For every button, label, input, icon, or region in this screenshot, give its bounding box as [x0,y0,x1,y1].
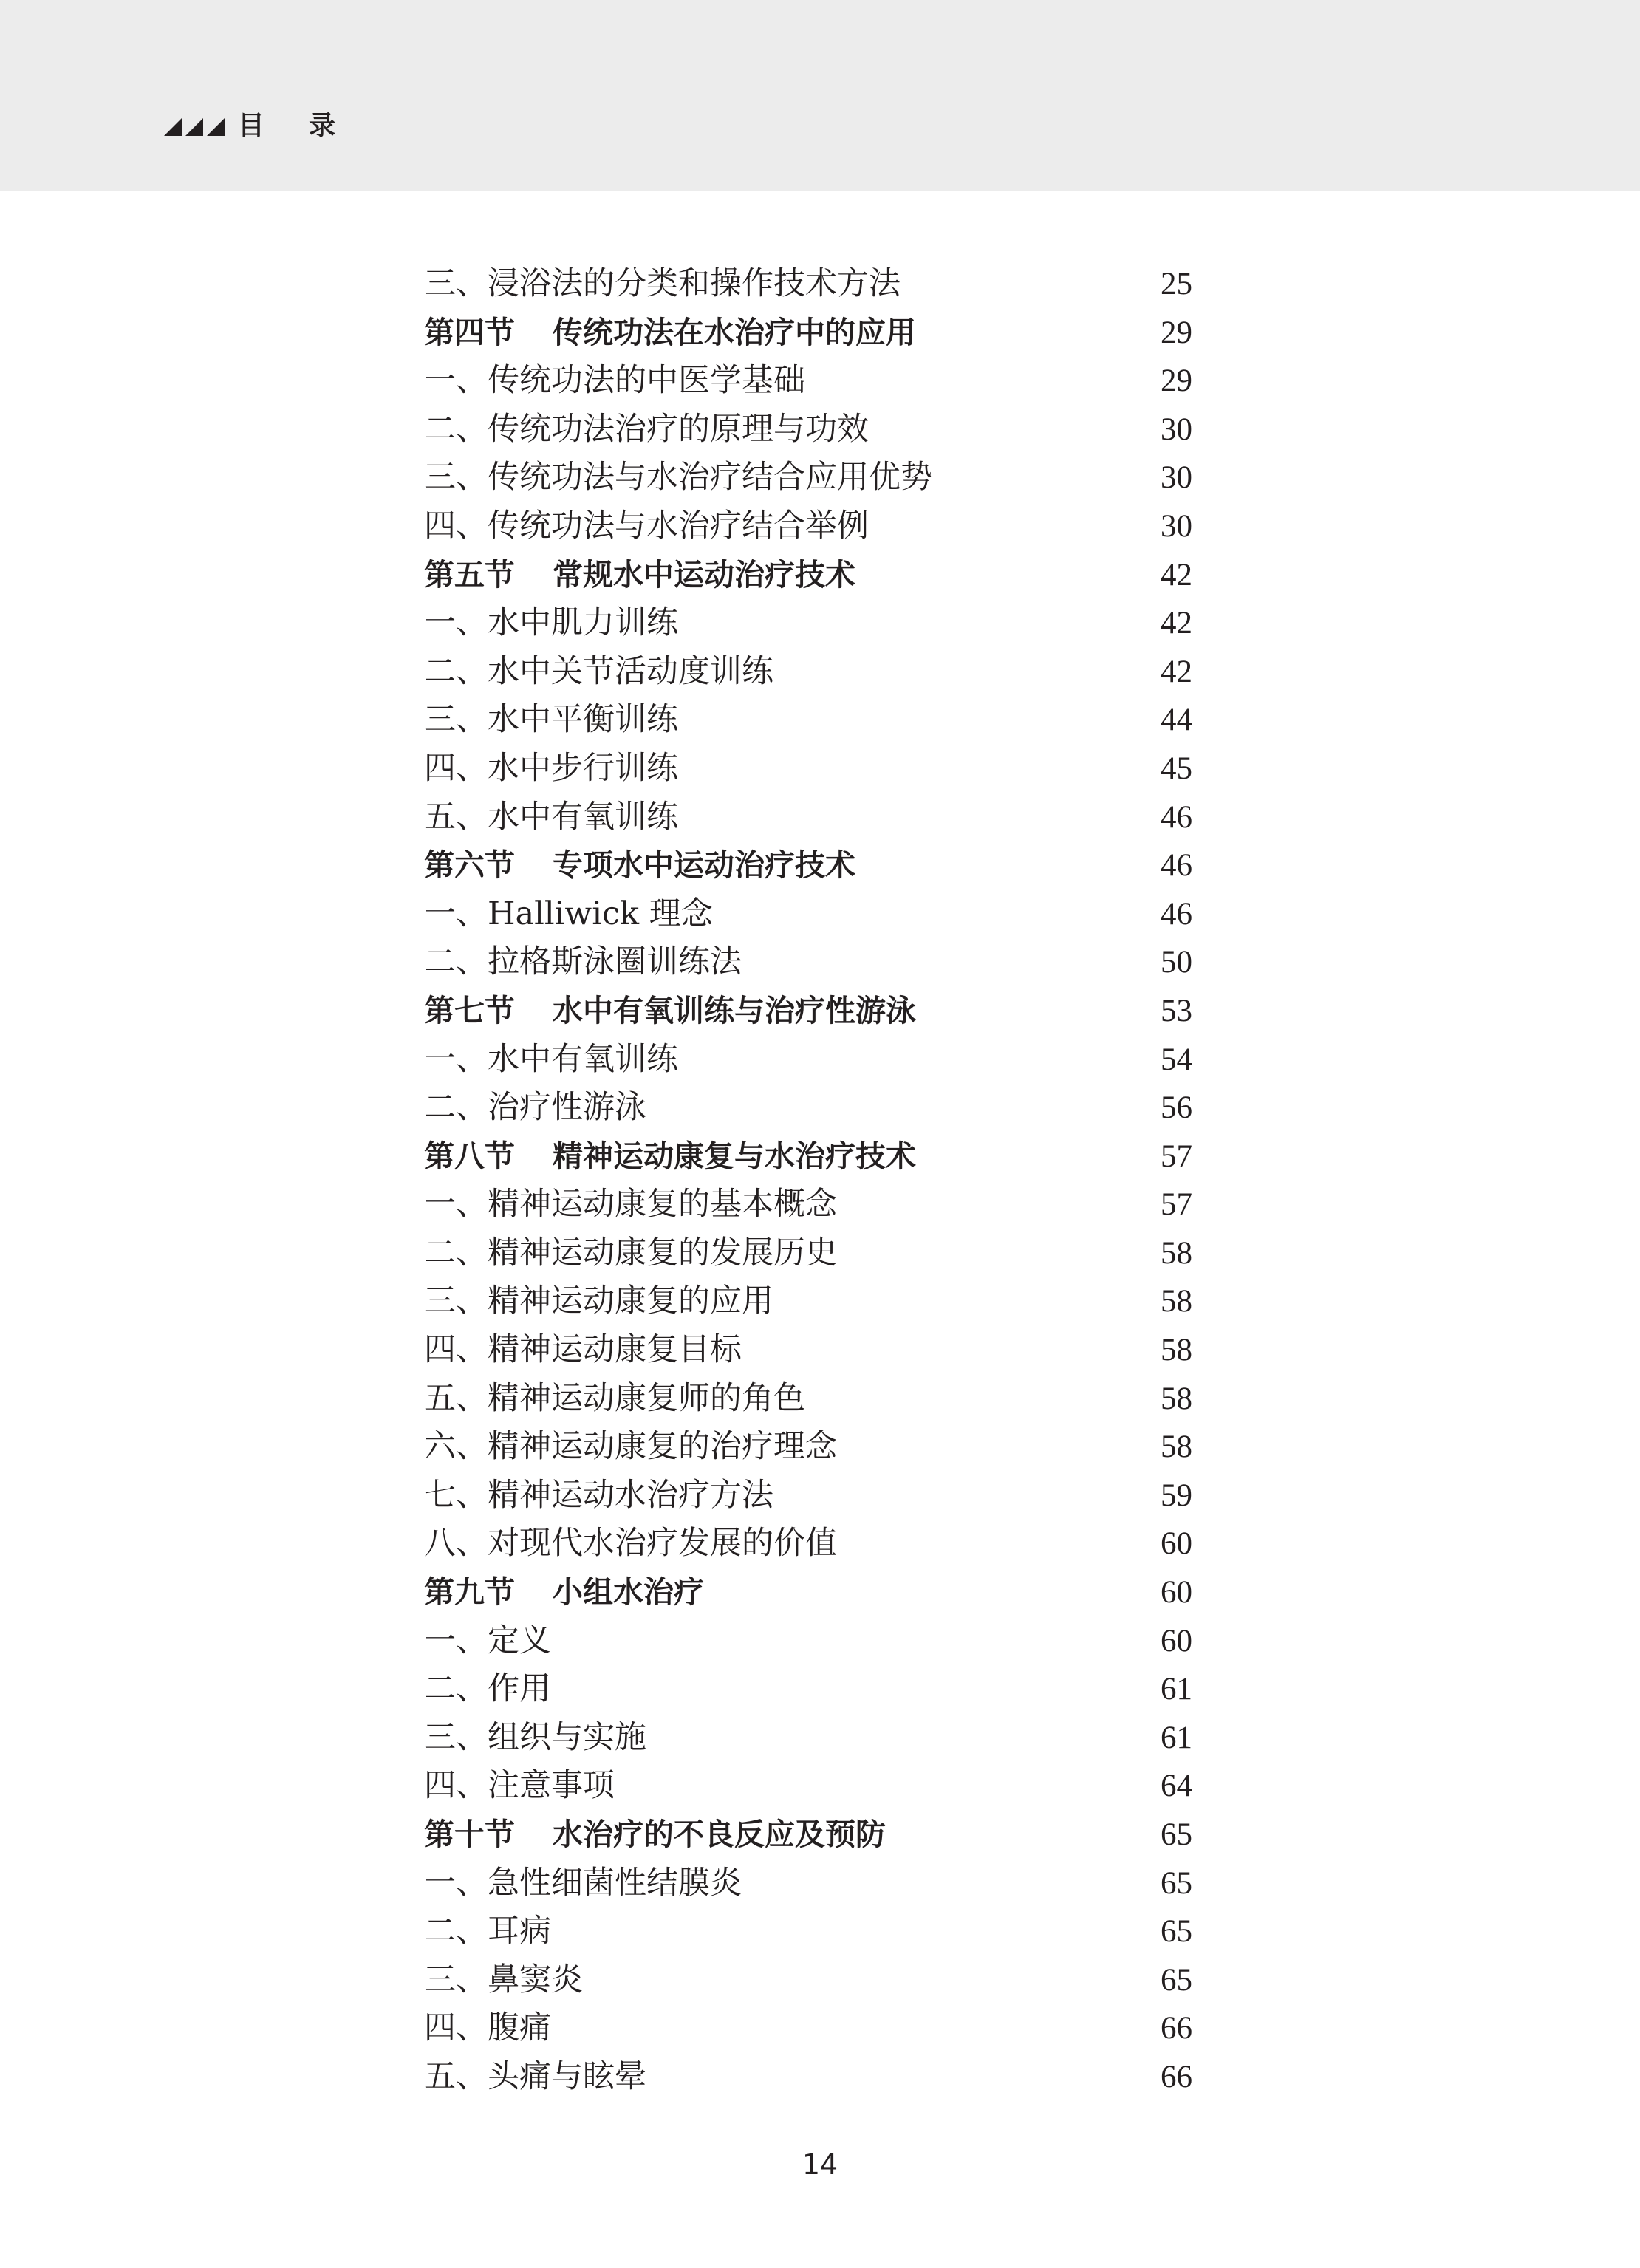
toc-item-row[interactable] [424,357,1192,406]
header-title: 目录 [238,111,380,141]
toc-item-title: 三、鼻窦炎 [424,1961,583,1998]
toc-page-number: 58 [1161,1284,1192,1319]
toc-page-number: 44 [1161,703,1192,738]
toc-section-row[interactable] [424,309,1192,358]
toc-page-number: 57 [1161,1138,1192,1174]
toc-section-row[interactable] [424,987,1192,1036]
toc-item-row[interactable] [424,2004,1192,2053]
toc-item-row[interactable] [424,745,1192,793]
toc-page-number: 60 [1161,1526,1192,1562]
toc-item-title: 二、精神运动康复的发展历史 [424,1234,837,1271]
toc-section-text: 传统功法在水治疗中的应用 [553,314,916,350]
toc-section-row[interactable] [424,841,1192,890]
toc-page-number: 29 [1161,315,1192,350]
toc-item-row[interactable] [424,1714,1192,1763]
toc-page-number: 30 [1161,460,1192,496]
toc-item-row[interactable] [424,1859,1192,1908]
toc-item-row[interactable] [424,1907,1192,1956]
header-triangle-marks [164,118,225,136]
toc-page-number: 46 [1161,848,1192,884]
toc-item-title: 八、对现代水治疗发展的价值 [424,1525,837,1562]
toc-item-title: 四、注意事项 [424,1767,615,1805]
page-number: 14 [802,2148,838,2181]
toc-item-title: 四、腹痛 [424,2009,551,2047]
toc-item-row[interactable] [424,2053,1192,2102]
toc-page-number: 50 [1161,945,1192,980]
toc-section-title [424,551,855,600]
toc-item-row[interactable] [424,1956,1192,2005]
toc-item-row[interactable] [424,793,1192,842]
toc-page-number: 58 [1161,1430,1192,1465]
toc-section-title [424,1568,704,1617]
toc-page-number: 58 [1161,1333,1192,1368]
header-band [0,0,1640,191]
toc-item-row[interactable] [424,1423,1192,1472]
toc-item-title: 三、水中平衡训练 [424,701,678,739]
toc-item-row[interactable] [424,938,1192,987]
toc-item-row[interactable] [424,454,1192,502]
toc-item-title: 三、精神运动康复的应用 [424,1282,773,1320]
toc-section-number: 第七节 [424,992,515,1028]
toc-section-number: 第十节 [424,1817,515,1852]
toc-section-row[interactable] [424,1811,1192,1859]
toc-section-number: 第九节 [424,1574,515,1611]
toc-item-title: 一、急性细菌性结膜炎 [424,1864,742,1902]
toc-page-number: 53 [1161,993,1192,1028]
toc-item-title: 一、水中肌力训练 [424,604,678,642]
toc-section-number: 第五节 [424,556,515,592]
toc-page-number: 65 [1161,1865,1192,1901]
toc-section-text: 精神运动康复与水治疗技术 [553,1138,916,1174]
toc-page-number: 45 [1161,751,1192,786]
toc-page-number: 65 [1161,1914,1192,1950]
toc-item-row[interactable] [424,1375,1192,1424]
toc-page-number: 58 [1161,1235,1192,1271]
toc-item-row[interactable] [424,502,1192,551]
toc-page-number: 46 [1161,799,1192,835]
toc-section-text: 水中有氧训练与治疗性游泳 [553,992,916,1028]
toc-item-title: 一、水中有氧训练 [424,1040,678,1078]
toc-item-row[interactable] [424,1617,1192,1666]
toc-page-number: 61 [1161,1672,1192,1707]
toc-page-number: 54 [1161,1042,1192,1077]
toc-page-number: 29 [1161,363,1192,399]
toc-section-text: 常规水中运动治疗技术 [553,556,855,592]
toc-page-number: 42 [1161,654,1192,689]
toc-item-row[interactable] [424,648,1192,697]
toc-item-title: 二、耳病 [424,1913,551,1950]
toc-item-title: 一、精神运动康复的基本概念 [424,1186,837,1223]
toc-item-row[interactable] [424,599,1192,648]
toc-item-row[interactable] [424,1036,1192,1085]
toc-page-number: 60 [1161,1575,1192,1611]
toc-item-row[interactable] [424,890,1192,939]
toc-section-title [424,987,916,1036]
toc-item-title: 二、传统功法治疗的原理与功效 [424,410,869,448]
toc-section-text: 专项水中运动治疗技术 [553,847,855,884]
toc-item-title: 三、传统功法与水治疗结合应用优势 [424,459,932,496]
toc-page-number: 64 [1161,1769,1192,1804]
toc-page-number: 61 [1161,1720,1192,1755]
toc-item-title: 七、精神运动水治疗方法 [424,1476,773,1514]
toc-item-title: 五、头痛与眩晕 [424,2057,646,2095]
toc-page-number: 65 [1161,1817,1192,1852]
toc-item-row[interactable] [424,1181,1192,1229]
toc-item-title: 三、浸浴法的分类和操作技术方法 [424,265,901,302]
toc-section-number: 第六节 [424,847,515,884]
toc-section-title [424,309,916,358]
toc-item-title: 一、定义 [424,1622,551,1659]
toc-item-row[interactable] [424,1084,1192,1133]
toc-page-number: 25 [1161,267,1192,301]
triangle-icon [185,118,203,136]
toc-item-row[interactable] [424,1762,1192,1811]
toc-page-number: 66 [1161,2011,1192,2046]
toc-item-row[interactable] [424,1277,1192,1326]
toc-item-title: 五、精神运动康复师的角色 [424,1379,805,1417]
toc-section-title [424,1133,916,1181]
toc-item-row[interactable] [424,260,1192,309]
toc-item-title: 一、传统功法的中医学基础 [424,362,805,400]
toc-section-number: 第八节 [424,1138,515,1174]
toc-item-title: 四、传统功法与水治疗结合举例 [424,507,869,544]
toc-page-number: 56 [1161,1090,1192,1126]
toc-item-title: 五、水中有氧训练 [424,798,678,836]
toc-section-row[interactable] [424,1133,1192,1181]
toc-item-title: 二、水中关节活动度训练 [424,652,773,690]
toc-page-number: 42 [1161,557,1192,592]
toc-item-title: 二、拉格斯泳圈训练法 [424,943,742,981]
toc-item-title: 二、治疗性游泳 [424,1089,646,1127]
toc-section-title [424,1811,886,1859]
toc-item-row[interactable] [424,1326,1192,1375]
toc-section-text: 水治疗的不良反应及预防 [553,1817,886,1852]
toc-item-title: 二、作用 [424,1670,551,1708]
toc-page-number: 58 [1161,1381,1192,1416]
toc-page-number: 42 [1161,606,1192,641]
toc-item-row[interactable] [424,406,1192,454]
toc-item-row[interactable] [424,1229,1192,1278]
toc-section-number: 第四节 [424,314,515,350]
toc-item-title: 四、水中步行训练 [424,749,678,787]
toc-page-number: 60 [1161,1623,1192,1659]
table-of-contents [424,260,1192,2102]
toc-item-row[interactable] [424,1472,1192,1520]
toc-page-number: 46 [1161,896,1192,932]
toc-item-row[interactable] [424,1665,1192,1714]
toc-section-text: 小组水治疗 [553,1574,704,1611]
triangle-icon [207,118,225,136]
toc-item-title: 三、组织与实施 [424,1718,646,1756]
toc-item-row[interactable] [424,696,1192,745]
toc-page-number: 66 [1161,2059,1192,2094]
toc-item-title: 四、精神运动康复目标 [424,1331,742,1369]
toc-page-number: 30 [1161,411,1192,447]
toc-page-number: 57 [1161,1187,1192,1223]
toc-item-row[interactable] [424,1520,1192,1568]
toc-page-number: 59 [1161,1478,1192,1513]
toc-section-title [424,841,855,890]
toc-section-row[interactable] [424,551,1192,600]
toc-page-number: 65 [1161,1962,1192,1998]
triangle-icon [164,118,182,136]
toc-item-title: 一、Halliwick 理念 [424,895,713,932]
toc-item-title: 六、精神运动康复的治疗理念 [424,1428,837,1466]
toc-page-number: 30 [1161,508,1192,544]
toc-section-row[interactable] [424,1568,1192,1617]
